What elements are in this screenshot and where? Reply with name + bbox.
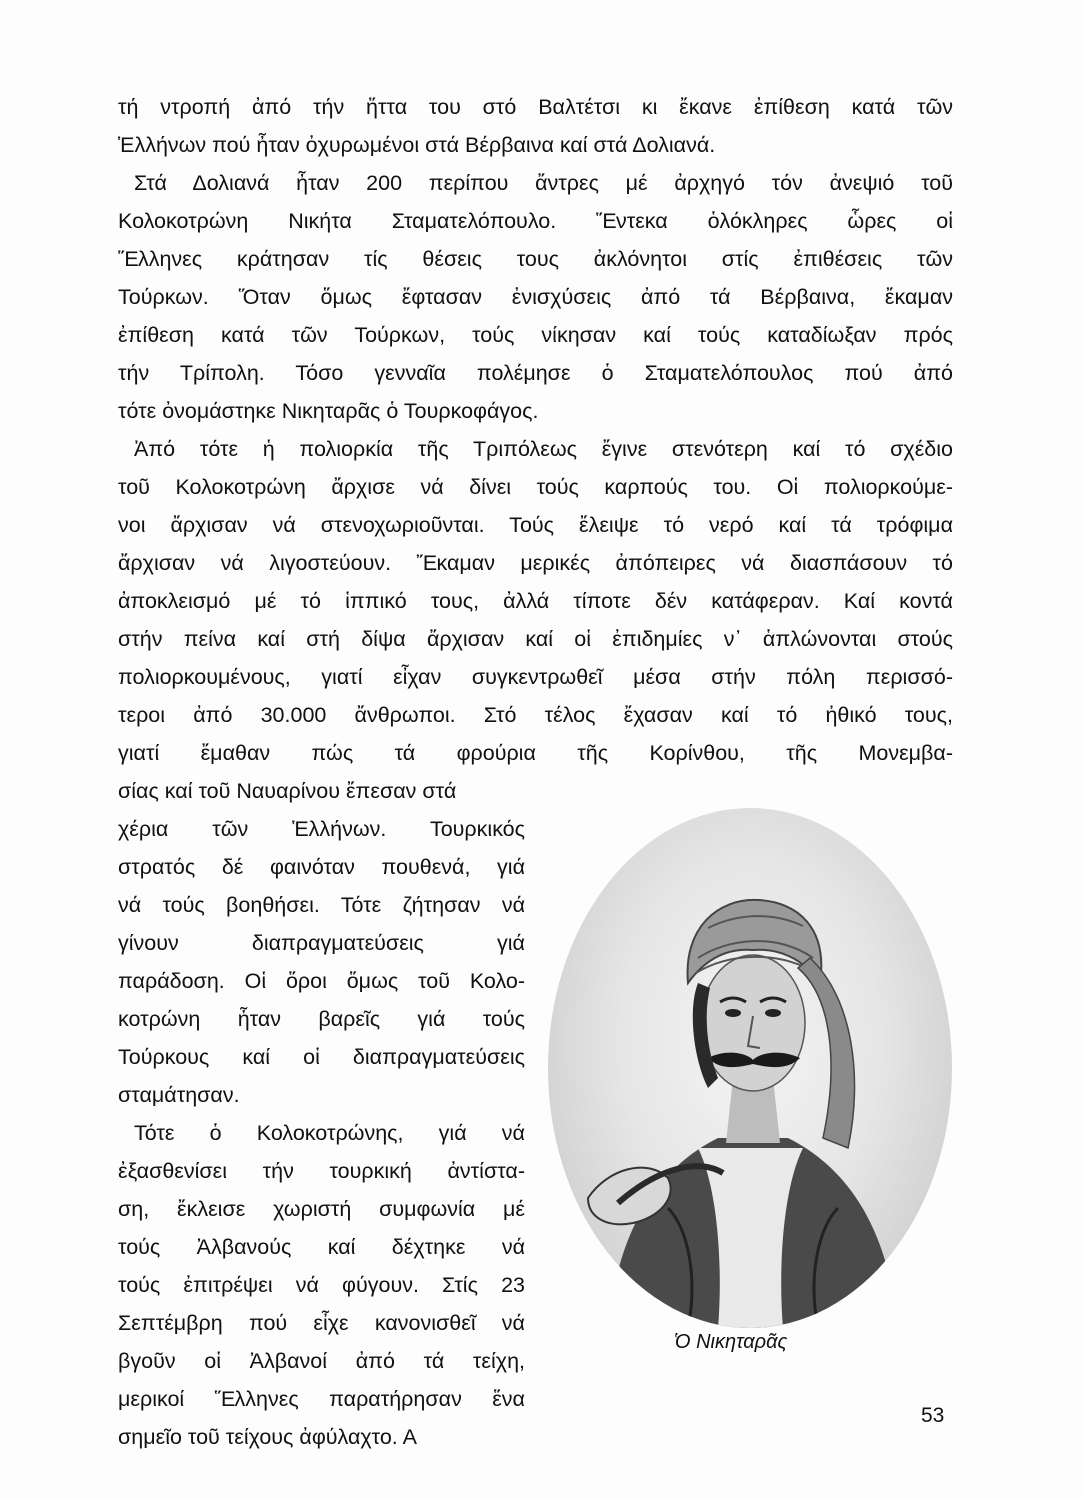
text-line: παράδοση. Οἱ ὅροι ὅμως τοῦ Κολο- <box>118 969 525 993</box>
text-line: γιατί ἔμαθαν πώς τά φρούρια τῆς Κορίνθου, τῆς Μονεμβα- <box>118 741 953 765</box>
text-line: τοῦ Κολοκοτρώνη ἄρχισε νά δίνει τούς καρπούς του. Οἱ πολιορκούμε- <box>118 475 953 499</box>
text-line: Ἀπό τότε ἡ πολιορκία τῆς Τριπόλεως ἔγινε στενότερη καί τό σχέδιο <box>134 437 953 461</box>
text-line: Τούρκων. Ὅταν ὅμως ἔφτασαν ἐνισχύσεις ἀπό τά Βέρβαινα, ἔκαμαν <box>118 285 953 309</box>
portrait-caption: Ὁ Νικηταρᾶς <box>674 1331 788 1353</box>
text-line: κοτρώνη ἦταν βαρεῖς γιά τούς <box>118 1007 525 1031</box>
text-line: Σεπτέμβρη πού εἶχε κανονισθεῖ νά <box>118 1311 525 1335</box>
page-number: 53 <box>921 1404 945 1427</box>
text-line: γίνουν διαπραγματεύσεις γιά <box>118 931 525 955</box>
eye-right <box>765 1009 781 1017</box>
text-line: τή ντροπή ἀπό τήν ἥττα του στό Βαλτέτσι κι ἔκανε ἐπίθεση κατά τῶν <box>118 95 953 119</box>
text-line: Κολοκοτρώνη Νικήτα Σταματελόπουλο. Ἕντεκα ὁλόκληρες ὧρες οἱ <box>118 209 953 233</box>
text-line: νά τούς βοηθήσει. Τότε ζήτησαν νά <box>118 893 525 917</box>
portrait-illustration <box>548 808 952 1328</box>
text-line: στρατός δέ φαινόταν πουθενά, γιά <box>118 855 525 879</box>
scarf <box>798 958 855 1148</box>
text-line: ἀποκλεισμό μέ τό ἱππικό τους, ἀλλά τίποτε δέν κατάφεραν. Καί κοντά <box>118 589 953 613</box>
text-line: σημεῖο τοῦ τείχους ἀφύλαχτο. Α <box>118 1425 417 1449</box>
face-shape <box>701 955 805 1091</box>
eye-left <box>725 1009 741 1017</box>
text-line: τούς ἐπιτρέψει νά φύγουν. Στίς 23 <box>118 1273 525 1297</box>
text-line: τεροι ἀπό 30.000 ἄνθρωποι. Στό τέλος ἔχασαν καί τό ἠθικό τους, <box>118 703 953 727</box>
text-line: μερικοί Ἕλληνες παρατήρησαν ἕνα <box>118 1387 525 1411</box>
text-line: Τούρκους καί οἱ διαπραγματεύσεις <box>118 1045 525 1069</box>
text-line: Ἕλληνες κράτησαν τίς θέσεις τους ἀκλόνητοι στίς ἐπιθέσεις τῶν <box>118 247 953 271</box>
text-line: σταμάτησαν. <box>118 1083 240 1107</box>
text-line: σίας καί τοῦ Ναυαρίνου ἔπεσαν στά <box>118 779 457 803</box>
text-line: στήν πείνα καί στή δίψα ἄρχισαν καί οἱ ἐπιδημίες ν᾿ ἁπλώνονται στούς <box>118 627 953 651</box>
text-line: ἄρχισαν νά λιγοστεύουν. Ἔκαμαν μερικές ἀπόπειρες νά διασπάσουν τό <box>118 551 953 575</box>
text-line: νοι ἄρχισαν νά στενοχωριοῦνται. Τούς ἔλειψε τό νερό καί τά τρόφιμα <box>118 513 953 537</box>
text-line: πολιορκουμένους, γιατί εἶχαν συγκεντρωθεῖ μέσα στήν πόλη περισσό- <box>118 665 953 689</box>
text-line: χέρια τῶν Ἑλλήνων. Τουρκικός <box>118 817 525 841</box>
portrait-nikitaras-image <box>548 808 952 1328</box>
text-line: ἐξασθενίσει τήν τουρκική ἀντίστα- <box>118 1159 525 1183</box>
text-line: ἐπίθεση κατά τῶν Τούρκων, τούς νίκησαν καί τούς καταδίωξαν πρός <box>118 323 953 347</box>
text-line: τήν Τρίπολη. Τόσο γενναῖα πολέμησε ὁ Σταματελόπουλος πού ἀπό <box>118 361 953 385</box>
text-line: βγοῦν οἱ Ἀλβανοί ἀπό τά τείχη, <box>118 1349 525 1373</box>
text-line: Ἑλλήνων πού ἦταν ὀχυρωμένοι στά Βέρβαινα καί στά Δολιανά. <box>118 133 716 157</box>
text-line: τότε ὀνομάστηκε Νικηταρᾶς ὁ Τουρκοφάγος. <box>118 399 539 423</box>
text-line: Στά Δολιανά ἦταν 200 περίπου ἄντρες μέ ἀρχηγό τόν ἀνεψιό τοῦ <box>134 171 953 195</box>
text-line: τούς Ἀλβανούς καί δέχτηκε νά <box>118 1235 525 1259</box>
text-line: ση, ἔκλεισε χωριστή συμφωνία μέ <box>118 1197 525 1221</box>
text-line: Τότε ὁ Κολοκοτρώνης, γιά νά <box>134 1121 525 1145</box>
